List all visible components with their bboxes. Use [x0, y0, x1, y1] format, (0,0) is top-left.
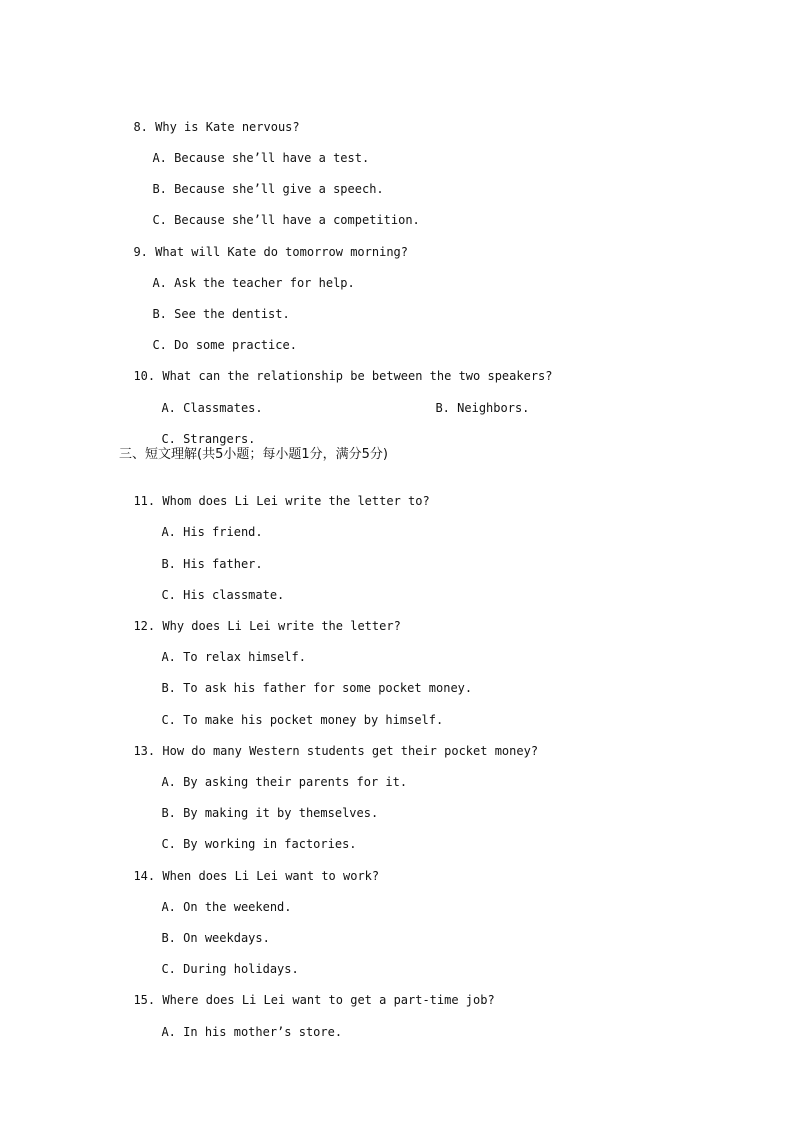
question-15 — [119, 979, 495, 1007]
option-10a — [147, 387, 263, 415]
option-letter: B. — [152, 182, 167, 196]
option-letter: C. — [161, 588, 176, 602]
question-number: 15. — [133, 993, 156, 1007]
option-14c — [147, 948, 299, 976]
option-text: In his mother’s store. — [183, 1025, 343, 1039]
option-text: Do some practice. — [174, 338, 297, 352]
option-14a — [147, 886, 292, 914]
section-3-heading: 三、短文理解(共5小题；每小题1分，满分5分) — [119, 447, 388, 462]
option-11c — [147, 574, 284, 602]
option-13b — [147, 792, 378, 820]
question-text: Why does Li Lei write the letter? — [162, 619, 401, 633]
option-9c — [138, 324, 297, 352]
option-15a — [147, 1011, 342, 1039]
option-letter: B. — [161, 557, 176, 571]
option-text: By asking their parents for it. — [183, 775, 408, 789]
option-text: On weekdays. — [183, 931, 270, 945]
option-text: Because she’ll have a test. — [174, 151, 370, 165]
option-12a — [147, 636, 306, 664]
option-letter: C. — [161, 962, 176, 976]
option-text: To ask his father for some pocket money. — [183, 681, 473, 695]
option-letter: C. — [161, 713, 176, 727]
option-text: His father. — [183, 557, 263, 571]
option-letter: C. — [152, 213, 167, 227]
question-number: 12. — [133, 619, 156, 633]
option-letter: C. — [161, 432, 176, 446]
question-text: Why is Kate nervous? — [155, 120, 300, 134]
option-text: On the weekend. — [183, 900, 292, 914]
option-letter: B. — [152, 307, 167, 321]
option-letter: A. — [152, 151, 167, 165]
question-9 — [119, 231, 408, 259]
question-14 — [119, 855, 379, 883]
option-10c — [147, 418, 255, 446]
question-text: Whom does Li Lei write the letter to? — [162, 494, 430, 508]
option-letter: B. — [161, 806, 176, 820]
question-number: 14. — [133, 869, 156, 883]
question-10 — [119, 355, 553, 383]
option-text: To relax himself. — [183, 650, 306, 664]
option-text: Strangers. — [183, 432, 256, 446]
option-8b — [138, 168, 384, 196]
option-12c — [147, 699, 443, 727]
option-letter: B. — [435, 401, 450, 415]
question-number: 11. — [133, 494, 156, 508]
question-text: What will Kate do tomorrow morning? — [155, 245, 409, 259]
option-text: By working in factories. — [183, 837, 357, 851]
question-13 — [119, 730, 538, 758]
option-8c — [138, 199, 420, 227]
option-letter: A. — [152, 276, 167, 290]
option-letter: A. — [161, 775, 176, 789]
option-letter: A. — [161, 650, 176, 664]
option-text: His classmate. — [183, 588, 285, 602]
option-text: Ask the teacher for help. — [174, 276, 355, 290]
option-text: By making it by themselves. — [183, 806, 379, 820]
option-12b — [147, 667, 472, 695]
question-number: 13. — [133, 744, 156, 758]
option-9b — [138, 293, 290, 321]
question-number: 9. — [133, 245, 148, 259]
option-11a — [147, 511, 263, 539]
question-8 — [119, 106, 300, 134]
option-9a — [138, 262, 355, 290]
question-12 — [119, 605, 401, 633]
option-11b — [147, 543, 263, 571]
option-14b — [147, 917, 270, 945]
option-8a — [138, 137, 369, 165]
option-letter: A. — [161, 401, 176, 415]
option-text: Because she’ll have a competition. — [174, 213, 420, 227]
option-letter: A. — [161, 1025, 176, 1039]
option-13a — [147, 761, 407, 789]
question-text: What can the relationship be between the two speakers? — [162, 369, 553, 383]
option-letter: A. — [161, 525, 176, 539]
question-text: How do many Western students get their pocket money? — [162, 744, 539, 758]
option-letter: B. — [161, 931, 176, 945]
question-number: 10. — [133, 369, 156, 383]
option-text: Because she’ll give a speech. — [174, 182, 384, 196]
question-number: 8. — [133, 120, 148, 134]
option-text: See the dentist. — [174, 307, 290, 321]
option-letter: A. — [161, 900, 176, 914]
option-letter: B. — [161, 681, 176, 695]
option-letter: C. — [161, 837, 176, 851]
option-13c — [147, 823, 357, 851]
question-text: Where does Li Lei want to get a part-time job? — [162, 993, 495, 1007]
option-text: Neighbors. — [457, 401, 530, 415]
question-11 — [119, 480, 430, 508]
option-text: During holidays. — [183, 962, 299, 976]
option-text: Classmates. — [183, 401, 263, 415]
option-text: To make his pocket money by himself. — [183, 713, 444, 727]
option-text: His friend. — [183, 525, 263, 539]
option-10b — [421, 387, 529, 415]
option-letter: C. — [152, 338, 167, 352]
question-text: When does Li Lei want to work? — [162, 869, 380, 883]
